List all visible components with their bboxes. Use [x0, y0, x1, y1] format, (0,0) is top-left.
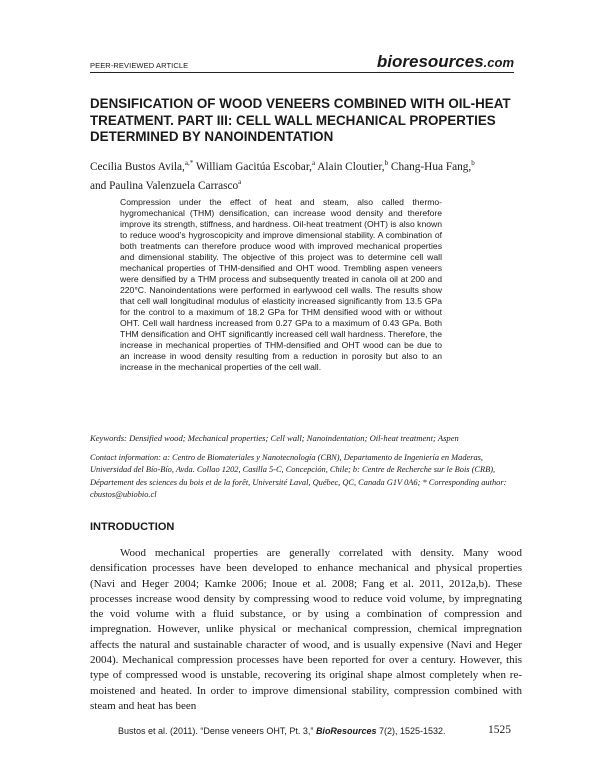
author-affiliation: b	[471, 159, 475, 167]
author-affiliation: a,*	[184, 159, 194, 167]
author-affiliation: b	[384, 159, 389, 167]
brand-main: bioresources	[376, 52, 484, 71]
citation-text: Bustos et al. (2011). “Dense veneers OHT, Pt. 3,”	[118, 726, 314, 736]
article-type-label: PEER-REVIEWED ARTICLE	[90, 61, 189, 70]
introduction-paragraph: Wood mechanical properties are generally correlated with density. Many wood densification processes have been developed to enhance mechanical and physical properties (Navi and Heger 2004; Kamke 2006; Inoue et al. 2008; Fang et al. 2011, 2012a,b). These processes increase wood density by compressing wood to reduce void volume, by impregnating the void volume with a fluid substance, or by using a combination of compression and impregnation. However, unlike physical or mechanical compression, chemical impregnation affects the natural and sustainable character of wood, and is usually expensive (Navi and Heger 2004). Mechanical compression processes have been reported for over a century. However, this type of compressed wood is unstable, recovering its original shape almost completely when re-moistened and heated. In order to improve dimensional stability, compression combined with steam and heat has been	[90, 547, 522, 712]
author-affiliation: a	[311, 159, 316, 167]
page-footer	[0, 726, 600, 746]
author-name: William Gacitúa Escobar,	[193, 160, 312, 173]
journal-brand	[377, 52, 514, 72]
keywords: Keywords: Densified wood; Mechanical properties; Cell wall; Nanoindentation; Oil-heat treatment; Aspen	[90, 433, 459, 443]
author-name: Chang-Hua Fang,	[388, 160, 472, 173]
author-name: Cecilia Bustos Avila,	[90, 160, 185, 173]
paper-title: DENSIFICATION OF WOOD VENEERS COMBINED WITH OIL-HEAT TREATMENT. PART III: CELL WALL MECHANICAL PROPERTIES DETERMINED BY NANOINDENTATION	[90, 96, 511, 144]
author-name: and Paulina Valenzuela Carrasco	[90, 179, 239, 192]
author-affiliation: a	[238, 177, 242, 186]
section-heading-introduction: INTRODUCTION	[90, 521, 175, 533]
citation-volume: 7(2), 1525-1532.	[378, 726, 446, 736]
author-list	[90, 156, 520, 194]
running-header	[90, 50, 514, 73]
contact-information: Contact information: a: Centro de Biomateriales y Nanotecnología (CBN), Departamento de Ingeniería en Maderas, Universidad del Bío-Bío, Avda. Collao 1202, Casilla 5-C, Concepción, Chile; b: Centre de Recherche sur le Bois (CRB), Département des sciences du bois et de la forêt, Université Laval, Québec, QC, Canada G1V 0A6; * Corresponding author: cbustos@ubiobio.cl	[90, 453, 507, 500]
citation	[118, 726, 446, 736]
citation-journal: BioResources	[315, 726, 377, 736]
author-name: Alain Cloutier,	[315, 160, 385, 173]
brand-suffix: .com	[483, 55, 514, 70]
abstract: Compression under the effect of heat and steam, also called thermo-hygromechanical (THM) densification, can increase wood density and therefore improve its strength, stiffness, and hardness. Oil-heat treatment (OHT) is also known to reduce wood’s hygroscopicity and improve dimensional stability. A combination of both treatments can therefore produce wood with improved mechanical properties and dimensional stability. The objective of this project was to determine cell wall mechanical properties of THM-densified and OHT wood. Trembling aspen veneers were densified by a THM process and subsequently treated in canola oil at 200 and 220°C. Nanoindentations were performed in earlywood cell walls. The results show that cell wall longitudinal modulus of elasticity increased significantly from 13.5 GPa for the control to a maximum of 18.2 GPa for THM densified wood with or without OHT. Cell wall hardness increased from 0.27 GPa to a maximum of 0.43 GPa. Both THM densification and OHT significantly increased cell wall hardness. Therefore, the increase in mechanical properties of THM-densified and OHT wood can be due to an increase in wood density resulting from a reduction in porosity but also to an increase in the mechanical properties of the cell wall.	[120, 197, 442, 372]
page-number: 1525	[488, 724, 511, 736]
introduction-body	[90, 546, 522, 714]
